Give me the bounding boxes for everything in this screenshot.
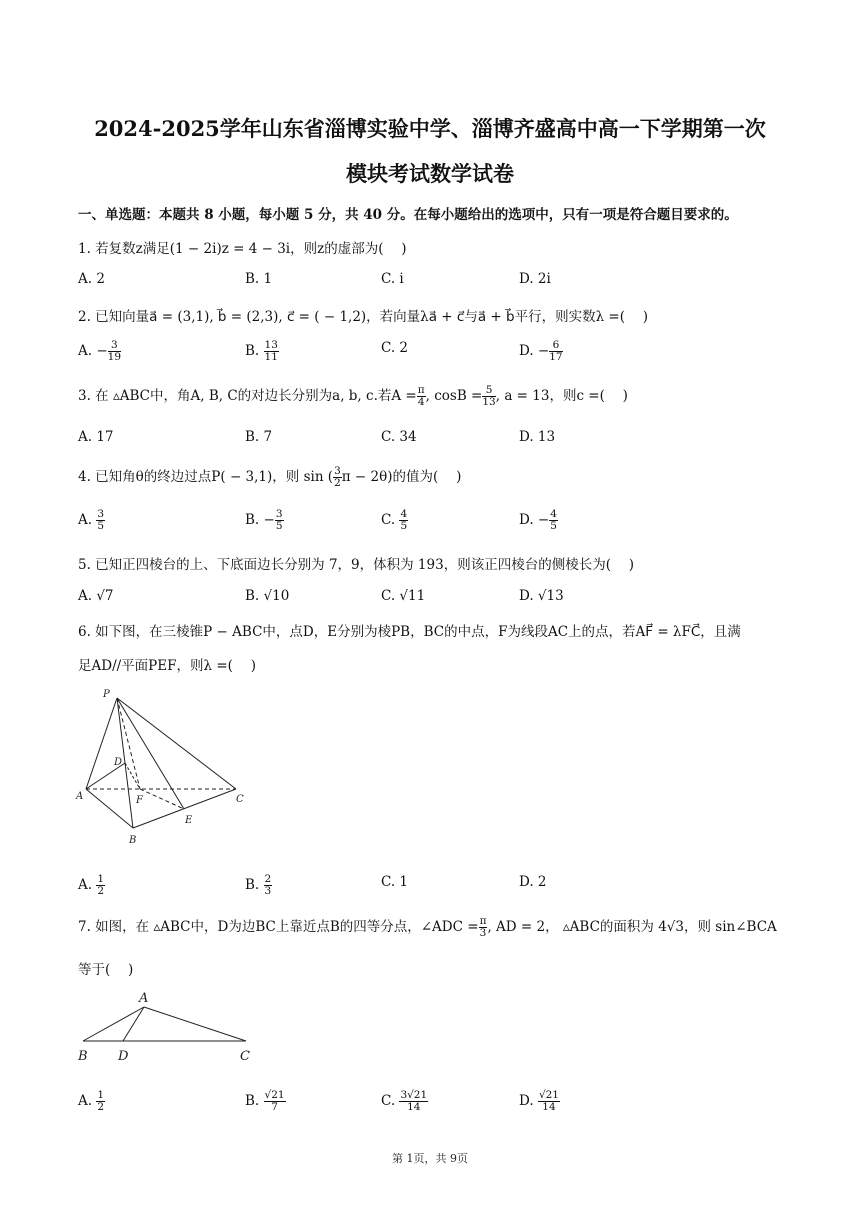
question-7-stem-line2: 等于( ) [78,962,134,978]
label-b: B [129,835,137,846]
label-d: D [114,757,123,768]
option-b: B. 1 [245,271,273,287]
option-a: A. $\frac{1}{2}$ [78,873,105,897]
option-a: A. 17 [78,429,114,445]
question-5-stem: 5. 已知正四棱台的上、下底面边长分别为 7，9，体积为 193，则该正四棱台的侧棱长为( ) [78,557,635,573]
question-7-options [78,1090,778,1112]
exam-title-line1: 2024-2025学年山东省淄博实验中学、淄博齐盛高中高一下学期第一次 [94,116,766,141]
option-d: D. − $\frac{6}{17}$ [519,339,563,363]
option-d: D. 13 [519,429,556,445]
question-1-stem: 1. 若复数z满足(1 − 2i)z = 4 − 3i，则z的虚部为( ) [78,241,407,257]
option-b: B. − $\frac{3}{5}$ [245,508,283,532]
question-7-stem-line1: 7. 如图，在 ▵ABC中，D为边BC上靠近点B的四等分点，∠ADC = $\frac{\pi}{3}$ , AD = 2， ▵ABC的面积为 4√3，则 sin∠BCA [78,915,777,939]
label-p: P [103,689,110,700]
option-a: A. $\frac{1}{2}$ [78,1089,105,1113]
option-c: C. 2 [381,340,409,356]
edge-pe [117,698,184,809]
option-b: B. $\frac{√21}{7}$ [245,1089,285,1113]
label-b: B [78,1049,88,1064]
option-a: A. 2 [78,271,105,287]
label-d: D [118,1049,129,1064]
side-ac [144,1007,246,1041]
label-a: A [139,991,149,1006]
edge-pf-hidden [117,698,140,789]
question-6-options [78,874,778,896]
label-f: F [136,795,143,806]
label-c: C [240,1049,250,1064]
question-3-options [78,429,778,451]
question-6-stem-line1: 6. 如下图，在三棱锥P − ABC中，点D，E分别为棱PB，BC的中点，F为线段AC上的点，若AF⃗ = λFC⃗，且满 [78,624,741,640]
option-d: D. 2i [519,271,551,287]
option-b: B. $\frac{2}{3}$ [245,873,272,897]
question-5-options [78,588,778,610]
option-b: B. $\frac{13}{11}$ [245,339,278,363]
pyramid-figure [74,685,254,850]
question-6-stem-line2: 足AD//平面PEF，则λ =( ) [78,658,256,674]
option-a: A. $\frac{3}{5}$ [78,508,105,532]
side-ba [83,1007,144,1041]
question-2-stem: 2. 已知向量a⃗ = (3,1), b⃗ = (2,3), c⃗ = ( − 1,2)，若向量λa⃗ + c⃗与a⃗ + b⃗平行，则实数λ =( ) [78,309,649,325]
edge-pc [117,698,236,789]
question-1-options [78,271,778,293]
question-4-options [78,509,778,531]
question-4-stem: 4. 已知角θ的终边过点P( − 3,1)，则 sin ( $\frac{3}{2}$ π − 2θ)的值为( ) [78,465,462,489]
label-c: C [236,794,244,805]
option-b: B. √10 [245,588,290,604]
page-footer: 第 1页，共 9页 [392,1152,468,1165]
triangle-figure [74,988,264,1066]
section-heading: 一、单选题：本题共 8 小题，每小题 5 分，共 40 分。在每小题给出的选项中，只有一项是符合题目要求的。 [78,207,738,223]
option-c: C. 34 [381,429,417,445]
option-c: C. √11 [381,588,426,604]
option-c: C. 1 [381,874,409,890]
exam-title-line2: 模块考试数学试卷 [346,161,514,186]
edge-pa [86,698,117,789]
label-e: E [185,815,193,826]
question-3-stem: 3. 在 ▵ABC中，角A, B, C的对边长分别为a, b, c.若A = $\frac{\pi}{4}$ , cosB = $\frac{5}{13}$ , a = 13，则c =( ) [78,384,628,408]
option-a: A. − $\frac{3}{19}$ [78,339,122,363]
option-d: D. − $\frac{4}{5}$ [519,508,557,532]
option-d: D. $\frac{√21}{14}$ [519,1089,559,1113]
edge-ab [86,789,133,828]
label-a: A [76,791,84,802]
option-c: C. i [381,271,404,287]
option-b: B. 7 [245,429,273,445]
question-2-options [78,340,778,362]
segment-ad [123,1007,144,1041]
option-a: A. √7 [78,588,114,604]
option-c: C. $\frac{3√21}{14}$ [381,1089,428,1113]
option-d: D. 2 [519,874,547,890]
option-c: C. $\frac{4}{5}$ [381,508,408,532]
option-d: D. √13 [519,588,564,604]
